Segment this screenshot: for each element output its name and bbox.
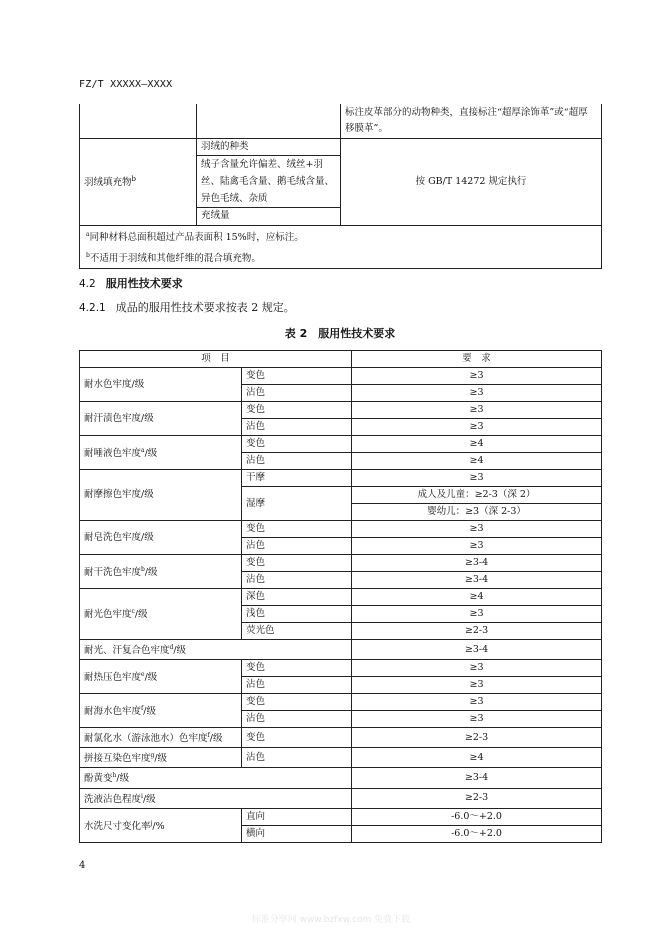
row-requirement: -6.0～+2.0 <box>352 825 602 842</box>
table-row <box>80 728 602 748</box>
row-label: 耐干洗色牢度$^b$/级 <box>80 555 242 589</box>
row-requirement: ≥3 <box>352 419 602 436</box>
row-sublabel: 深色 <box>242 589 352 606</box>
document-code: FZ/T XXXXX—XXXX <box>79 79 173 90</box>
row-sublabel: 变色 <box>242 660 352 677</box>
page-number: 4 <box>79 860 86 871</box>
table-row <box>80 436 602 453</box>
row-label: 耐热压色牢度$^e$/级 <box>80 660 242 694</box>
row-requirement: ≥4 <box>352 748 602 768</box>
row-sublabel: 荧光色 <box>242 623 352 640</box>
row-label: 洗液沾色程度$^i$/级 <box>80 788 352 808</box>
table-row <box>80 402 602 419</box>
row-requirement: ≥3 <box>352 538 602 555</box>
row-requirement: -6.0～+2.0 <box>352 808 602 825</box>
table-row <box>80 589 602 606</box>
row-requirement: ≥2-3 <box>352 788 602 808</box>
table2-header-item: 项 目 <box>80 351 352 368</box>
row-sublabel: 沾色 <box>242 453 352 470</box>
row-sublabel: 变色 <box>242 402 352 419</box>
row-label: 耐汗渍色牢度/级 <box>80 402 242 436</box>
row-requirement: ≥3 <box>352 660 602 677</box>
row-sublabel: 干摩 <box>242 470 352 487</box>
table1-item: 充绒量 <box>197 207 341 225</box>
table1-item: 绒子含量允许偏差、绒丝+羽丝、陆禽毛含量、鹅毛绒含量、异色毛绒、杂质 <box>197 155 341 207</box>
row-label: 拼接互染色牢度$^g$/级 <box>80 748 242 768</box>
row-requirement: ≥4 <box>352 436 602 453</box>
table-row <box>80 748 602 768</box>
row-requirement: ≥4 <box>352 453 602 470</box>
row-requirement: ≥2-3 <box>352 623 602 640</box>
table2-header-requirement: 要 求 <box>352 351 602 368</box>
row-label: 耐水色牢度/级 <box>80 368 242 402</box>
row-sublabel: 变色 <box>242 728 352 748</box>
row-sublabel: 沾色 <box>242 572 352 589</box>
row-requirement: ≥3 <box>352 677 602 694</box>
row-label: 耐氯化水（游泳池水）色牢度$^f$/级 <box>80 728 242 748</box>
row-requirement: ≥3-4 <box>352 555 602 572</box>
table-row <box>80 521 602 538</box>
table1-item: 羽绒的种类 <box>197 138 341 155</box>
row-sublabel: 浅色 <box>242 606 352 623</box>
row-requirement: ≥3-4 <box>352 768 602 788</box>
section-4-2-1-text: 4.2.1 成品的服用性技术要求按表 2 规定。 <box>79 301 295 314</box>
row-requirement: ≥3 <box>352 368 602 385</box>
row-requirement: ≥3-4 <box>352 640 602 660</box>
row-sublabel: 沾色 <box>242 711 352 728</box>
table-row <box>80 640 602 660</box>
table-row <box>80 694 602 711</box>
row-sublabel: 变色 <box>242 521 352 538</box>
table1-top-requirement: 标注皮革部分的动物种类，直接标注“超厚涂饰革”或“超厚移膜革”。 <box>341 104 602 138</box>
table1-empty-cell <box>197 104 341 138</box>
row-sublabel: 沾色 <box>242 677 352 694</box>
row-sublabel: 变色 <box>242 694 352 711</box>
row-requirement: ≥3-4 <box>352 572 602 589</box>
row-label: 酚黄变$^h$/级 <box>80 768 352 788</box>
row-sublabel: 沾色 <box>242 385 352 402</box>
table-row <box>80 555 602 572</box>
table-1-continued <box>79 104 602 269</box>
table-row <box>80 368 602 385</box>
row-requirement: ≥3 <box>352 402 602 419</box>
row-sublabel: 沾色 <box>242 748 352 768</box>
row-label: 耐皂洗色牢度/级 <box>80 521 242 555</box>
table-2 <box>79 350 602 843</box>
row-sublabel: 直向 <box>242 808 352 825</box>
table-row <box>80 470 602 487</box>
section-4-2-heading: 4.2 服用性技术要求 <box>79 277 183 290</box>
row-label: 耐摩擦色牢度/级 <box>80 470 242 521</box>
table-row <box>80 660 602 677</box>
row-label: 耐唾液色牢度$^a$/级 <box>80 436 242 470</box>
table-row <box>80 788 602 808</box>
row-requirement: ≥4 <box>352 589 602 606</box>
row-label: 耐光、汗复合色牢度$^d$/级 <box>80 640 352 660</box>
row-label: 耐光色牢度$^c$/级 <box>80 589 242 640</box>
row-sublabel: 变色 <box>242 436 352 453</box>
row-requirement: ≥3 <box>352 606 602 623</box>
row-requirement: ≥3 <box>352 711 602 728</box>
row-sublabel: 变色 <box>242 368 352 385</box>
row-requirement: ≥2-3 <box>352 728 602 748</box>
table1-empty-cell <box>80 104 197 138</box>
row-requirement: ≥3 <box>352 470 602 487</box>
table-2-caption: 表 2 服用性技术要求 <box>284 327 396 340</box>
row-requirement: 婴幼儿：≥3（深 2-3） <box>352 504 602 521</box>
table1-note: $^b$不适用于羽绒和其他纤维的混合填充物。 <box>86 251 261 264</box>
table-row <box>80 808 602 825</box>
row-sublabel: 沾色 <box>242 419 352 436</box>
table1-filling-requirement: 按 GB/T 14272 规定执行 <box>341 138 602 225</box>
table1-filling-label: 羽绒填充物$^b$ <box>80 138 197 225</box>
row-sublabel: 沾色 <box>242 538 352 555</box>
row-sublabel: 湿摩 <box>242 487 352 521</box>
table-row <box>80 768 602 788</box>
row-label: 水洗尺寸变化率$^j$/% <box>80 808 242 842</box>
table1-note: $^a$同种材料总面积超过产品表面积 15%时，应标注。 <box>86 230 304 243</box>
table1-notes <box>80 225 602 268</box>
row-sublabel: 变色 <box>242 555 352 572</box>
row-requirement: ≥3 <box>352 385 602 402</box>
watermark: 标准分享网 www.bzfxw.com 免费下载 <box>251 915 411 925</box>
row-requirement: 成人及儿童：≥2-3（深 2） <box>352 487 602 504</box>
row-sublabel: 横向 <box>242 825 352 842</box>
row-label: 耐海水色牢度$^f$/级 <box>80 694 242 728</box>
row-requirement: ≥3 <box>352 694 602 711</box>
row-requirement: ≥3 <box>352 521 602 538</box>
